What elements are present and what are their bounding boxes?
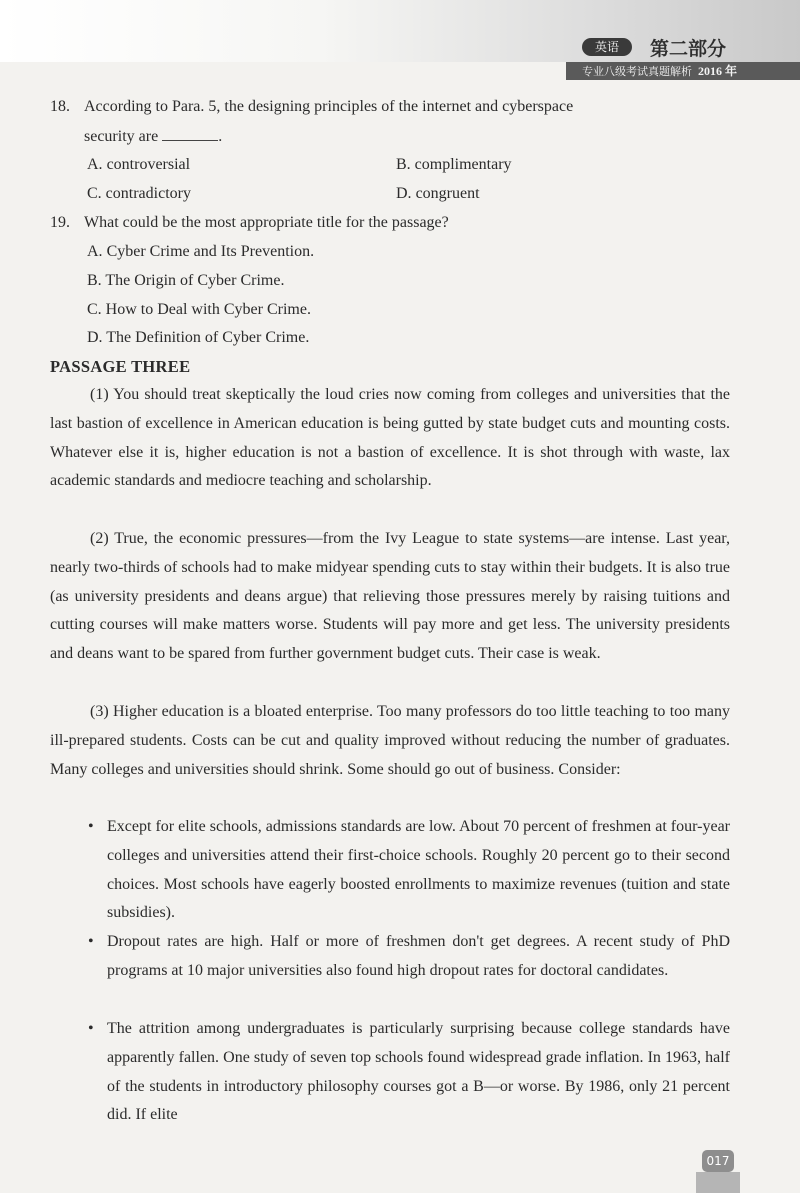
- header-year: 2016 年: [698, 64, 738, 78]
- option-letter: A.: [87, 156, 103, 173]
- option-text: congruent: [415, 185, 480, 202]
- bullet-dot: •: [88, 933, 94, 950]
- bullet-dot: •: [88, 1020, 94, 1037]
- bullet-text: Dropout rates are high. Half or more of freshmen don't get degrees. A recent study of PhD programs at 10 major universities also found high dropout rates for doctoral candidates.: [107, 933, 730, 979]
- paragraph-1: (1) You should treat skeptically the loud cries now coming from colleges and universities that the last bastion of excellence in American education is being gutted by state budget cuts and mounting costs. Whatever else it is, higher education is not a bastion of excellence. It is shot through with waste, lax academic standards and mediocre teaching and scholarship.: [50, 386, 730, 490]
- option-19-d: [87, 328, 309, 348]
- bullet-item-1: [88, 813, 730, 928]
- option-letter: D.: [87, 329, 103, 346]
- option-19-c: [87, 300, 311, 320]
- option-text: contradictory: [105, 185, 191, 202]
- option-letter: B.: [396, 156, 411, 173]
- header-subtitle: 专业八级考试真题解析: [582, 65, 692, 78]
- answer-blank: [162, 126, 218, 141]
- option-letter: C.: [87, 301, 102, 318]
- paragraph-2: (2) True, the economic pressures—from the Ivy League to state systems—are intense. Last year, nearly two-thirds of schools had to make midyear spending cuts to stay within their budgets. It is also true (as university presidents and deans argue) that relieving those pressures merely by raising tuitions and cutting courses will make matters worse. Students will pay more and get less. The university presidents and deans want to be spared from further government budget cuts. Their case is weak.: [50, 530, 730, 663]
- option-text: complimentary: [414, 156, 512, 173]
- page-tab-decoration: [696, 1172, 740, 1193]
- header-subtitle-bar: [566, 62, 800, 80]
- question-number: 19.: [50, 214, 70, 231]
- option-18-d: [396, 184, 480, 204]
- bullet-dot: •: [88, 818, 94, 835]
- question-text-end: .: [218, 128, 223, 145]
- option-18-a: [87, 155, 190, 175]
- option-letter: D.: [396, 185, 412, 202]
- question-text: According to Para. 5, the designing principles of the internet and cyberspace: [84, 98, 574, 115]
- bullet-item-3: [88, 1015, 730, 1130]
- option-text: The Origin of Cyber Crime.: [105, 272, 285, 289]
- paragraph-3: (3) Higher education is a bloated enterprise. Too many professors do too little teaching to too many ill-prepared students. Costs can be cut and quality improved without reducing the number of graduates. Many colleges and universities should shrink. Some should go out of business. Consider:: [50, 703, 730, 778]
- question-text-cont: security are: [84, 128, 159, 145]
- bullet-item-2: [88, 928, 730, 986]
- section-title: 第二部分: [650, 38, 727, 60]
- option-18-b: [396, 155, 512, 175]
- question-18-line2: [84, 126, 222, 147]
- option-text: How to Deal with Cyber Crime.: [105, 301, 311, 318]
- question-19: [50, 213, 449, 233]
- option-19-b: [87, 271, 284, 291]
- option-text: Cyber Crime and Its Prevention.: [106, 243, 315, 260]
- question-number: 18.: [50, 98, 70, 115]
- option-letter: C.: [87, 185, 102, 202]
- option-19-a: [87, 242, 314, 262]
- option-18-c: [87, 184, 191, 204]
- question-18: [50, 97, 573, 117]
- bullet-text: Except for elite schools, admissions standards are low. About 70 percent of freshmen at four-year colleges and universities attend their first-choice schools. Roughly 20 percent go to their second choices. Most schools have eagerly boosted enrollments to maximize revenues (tuition and state subsidies).: [107, 818, 730, 922]
- subject-badge: 英语: [582, 38, 632, 56]
- bullet-text: The attrition among undergraduates is particularly surprising because college standards have apparently fallen. One study of seven top schools found widespread grade inflation. In 1963, half of the students in introductory philosophy courses got a B—or worse. By 1986, only 21 percent did. If elite: [107, 1020, 730, 1124]
- option-letter: A.: [87, 243, 103, 260]
- question-text: What could be the most appropriate title for the passage?: [84, 214, 449, 231]
- option-text: The Definition of Cyber Crime.: [106, 329, 310, 346]
- option-letter: B.: [87, 272, 102, 289]
- passage-title: PASSAGE THREE: [50, 357, 191, 376]
- page-number: 017: [702, 1150, 734, 1172]
- option-text: controversial: [106, 156, 191, 173]
